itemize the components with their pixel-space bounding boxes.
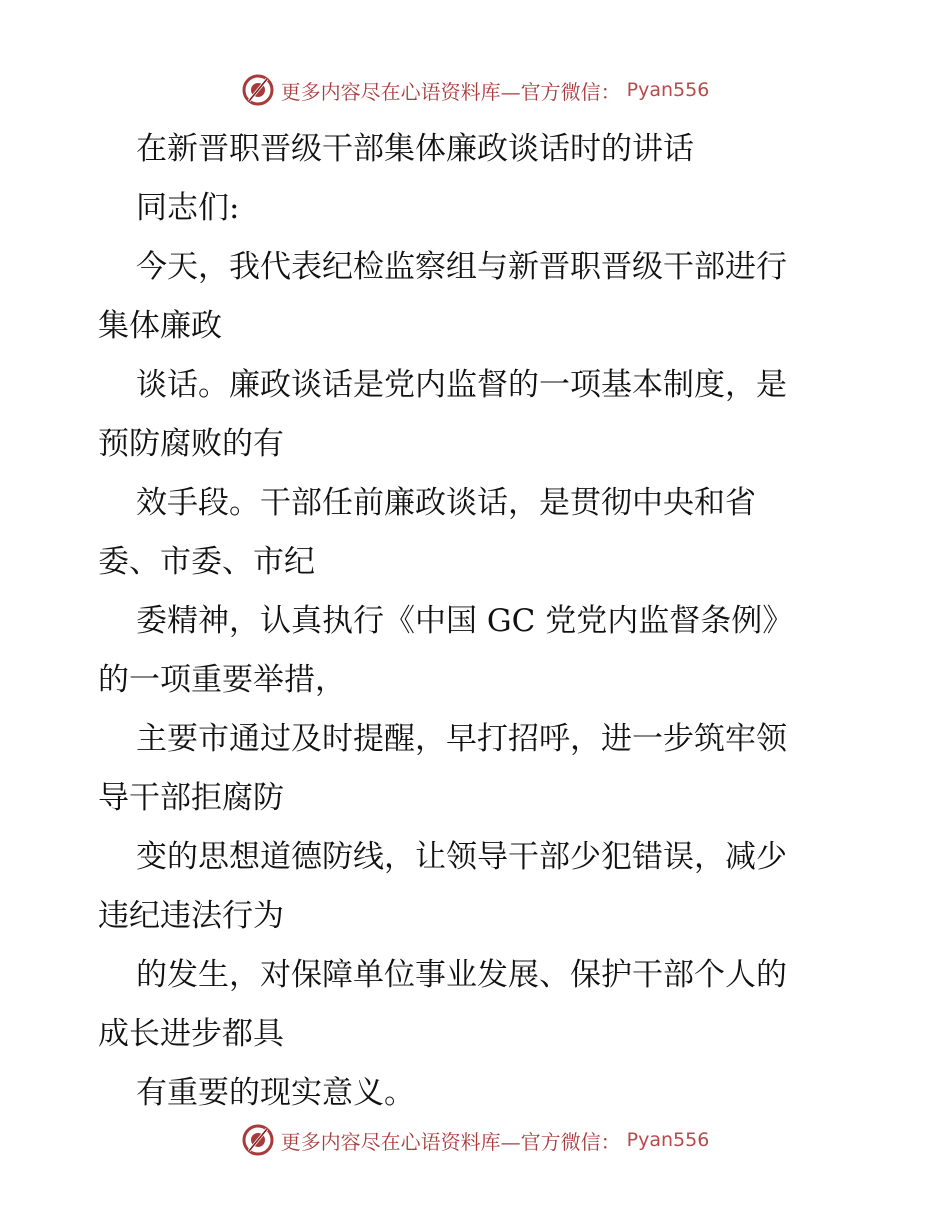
text-line: 的一项重要举措， (98, 662, 346, 698)
text-line: 委精神，认真执行《中国 GC 党党内监督条例》 (136, 603, 794, 639)
wechat-id: Pyan556 (626, 1129, 710, 1151)
quill-logo-icon (241, 73, 275, 107)
text-line: 今天，我代表纪检监察组与新晋职晋级干部进行 (136, 249, 787, 285)
text-line: 委、市委、市纪 (98, 544, 315, 580)
text-line: 同志们: (136, 190, 240, 226)
text-line: 成长进步都具 (98, 1016, 284, 1052)
watermark-text: 更多内容尽在心语资料库—官方微信： (280, 79, 621, 104)
header-watermark (0, 70, 950, 110)
text-line: 集体廉政 (98, 308, 222, 344)
footer-watermark (0, 1120, 950, 1160)
watermark-text: 更多内容尽在心语资料库—官方微信： (280, 1129, 621, 1154)
text-line: 主要市通过及时提醒，早打招呼，进一步筑牢领 (136, 721, 787, 757)
text-line: 效手段。干部任前廉政谈话，是贯彻中央和省 (136, 485, 756, 521)
text-line: 的发生，对保障单位事业发展、保护干部个人的 (136, 957, 787, 993)
document-body (98, 120, 858, 1123)
quill-logo-icon (241, 1123, 275, 1157)
text-line: 有重要的现实意义。 (136, 1075, 415, 1111)
text-line: 变的思想道德防线，让领导干部少犯错误，减少 (136, 839, 787, 875)
text-line: 预防腐败的有 (98, 426, 284, 462)
text-line: 谈话。廉政谈话是党内监督的一项基本制度，是 (136, 367, 787, 403)
text-line: 导干部拒腐防 (98, 780, 284, 816)
text-line: 违纪违法行为 (98, 898, 284, 934)
document-title: 在新晋职晋级干部集体廉政谈话时的讲话 (136, 131, 694, 167)
wechat-id: Pyan556 (626, 79, 710, 101)
